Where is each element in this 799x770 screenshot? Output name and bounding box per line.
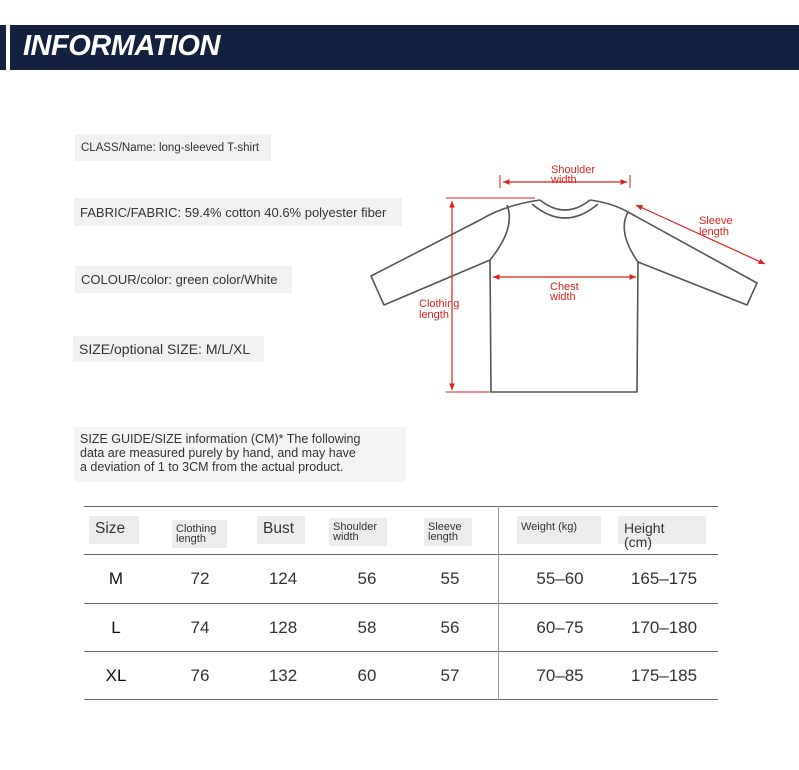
table-cell: 56 xyxy=(440,618,460,637)
size-table xyxy=(84,506,718,700)
table-cell-size: L xyxy=(111,618,121,637)
chest-label-1: Chest xyxy=(550,281,579,293)
table-cell: 124 xyxy=(268,569,298,588)
size-guide-line: a deviation of 1 to 3CM from the actual product. xyxy=(80,460,344,474)
header-sleeve-line: Sleeve xyxy=(428,521,462,533)
clothing-label-1: Clothing xyxy=(419,298,460,310)
table-cell: 55 xyxy=(440,569,460,588)
table-cell: 76 xyxy=(190,666,210,685)
table-cell: 170–180 xyxy=(630,618,698,637)
clothing-length-measure xyxy=(419,198,535,392)
header-height-line: (cm) xyxy=(624,534,652,550)
table-cell: 60 xyxy=(357,666,377,685)
table-cell: 55–60 xyxy=(536,569,584,588)
header-clothing-line: length xyxy=(176,533,206,545)
table-cell: 58 xyxy=(357,618,377,637)
header-height-line: Height xyxy=(624,520,665,536)
table-rule xyxy=(84,651,718,652)
shoulder-label-2: width xyxy=(551,174,577,186)
header-shoulder-width xyxy=(329,518,387,546)
shirt-measurement-diagram xyxy=(360,150,780,400)
header-size: Size xyxy=(89,516,139,544)
info-size-options: SIZE/optional SIZE: M/L/XL xyxy=(73,336,264,362)
header-bust: Bust xyxy=(257,516,305,544)
banner-divider xyxy=(6,25,10,70)
table-divider xyxy=(498,506,499,700)
header-shoulder-line: width xyxy=(333,531,359,543)
header-height xyxy=(618,516,706,550)
shoulder-label-1: Shoulder xyxy=(551,164,596,176)
table-cell: 57 xyxy=(440,666,460,685)
table-rule xyxy=(84,603,718,604)
header-banner xyxy=(0,25,799,70)
table-cell: 56 xyxy=(357,569,377,588)
info-class-name: CLASS/Name: long-sleeved T-shirt xyxy=(75,134,271,161)
table-cell-size: XL xyxy=(105,666,127,685)
table-cell: 165–175 xyxy=(630,569,698,588)
info-fabric: FABRIC/FABRIC: 59.4% cotton 40.6% polyester fiber xyxy=(74,198,402,226)
header-clothing-length xyxy=(172,520,227,548)
size-guide-line: SIZE GUIDE/SIZE information (CM)* The following xyxy=(80,432,361,446)
table-cell: 60–75 xyxy=(536,618,584,637)
table-cell: 128 xyxy=(268,618,298,637)
shoulder-width-measure xyxy=(500,164,630,188)
table-rule xyxy=(84,506,718,507)
chest-width-measure xyxy=(493,277,636,303)
header-weight: Weight (kg) xyxy=(517,516,601,544)
sleeve-label-1: Sleeve xyxy=(699,215,733,227)
table-cell: 70–85 xyxy=(536,666,584,685)
size-guide-line: data are measured purely by hand, and may have xyxy=(80,446,356,460)
table-cell: 72 xyxy=(190,569,210,588)
table-cell: 132 xyxy=(268,666,298,685)
page-title: INFORMATION xyxy=(23,30,220,62)
table-rule xyxy=(84,554,718,555)
sleeve-label-2: length xyxy=(699,226,729,238)
header-shoulder-line: Shoulder xyxy=(333,521,378,533)
size-guide-note xyxy=(74,427,406,482)
sleeve-length-measure xyxy=(636,205,765,264)
info-colour: COLOUR/color: green color/White xyxy=(75,266,292,293)
chest-label-2: width xyxy=(550,291,576,303)
table-cell: 175–185 xyxy=(630,666,698,685)
table-cell: 74 xyxy=(190,618,210,637)
header-clothing-line: Clothing xyxy=(176,523,217,535)
header-sleeve-line: length xyxy=(428,531,458,543)
header-sleeve-length xyxy=(424,518,472,546)
table-cell-size: M xyxy=(108,569,124,588)
table-rule xyxy=(84,699,718,700)
clothing-label-2: length xyxy=(419,309,449,321)
